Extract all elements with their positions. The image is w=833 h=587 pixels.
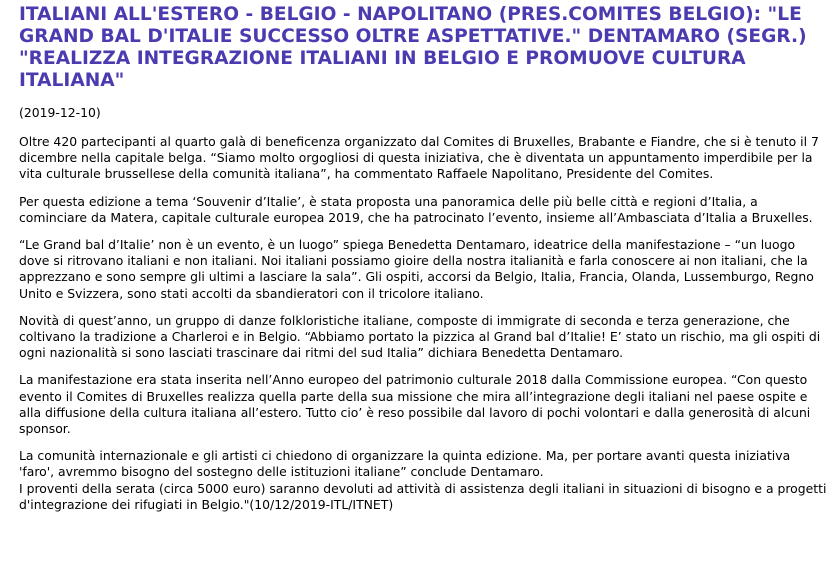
- article-date: (2019-12-10): [19, 105, 101, 120]
- article-paragraph: I proventi della serata (circa 5000 euro) saranno devoluti ad attività di assistenza degli italiani in situazioni di bisogno e a progetti d'integrazione dei rifugiati in Belgio."(10/12/2019-ITL/ITNET): [19, 480, 827, 512]
- article-paragraph: Per questa edizione a tema ‘Souvenir d’Italie’, è stata proposta una panoramica delle più belle città e regioni d’Italia, a cominciare da Matera, capitale culturale europea 2019, che ha patrocinato l’evento, insieme all’Ambasciata d’Italia a Bruxelles.: [19, 193, 813, 225]
- article-paragraph: La comunità internazionale e gli artisti ci chiedono di organizzare la quinta edizione. Ma, per portare avanti questa iniziativa 'faro', avremmo bisogno del sostegno delle istituzioni italiane” conclude Dentamaro.: [19, 448, 791, 480]
- article-paragraph: “Le Grand bal d’Italie’ non è un evento, è un luogo” spiega Benedetta Dentamaro, ideatrice della manifestazione – “un luogo dove si ritrovano italiani e non italiani. Noi italiani possiamo gioire della nostra italianità e farla conoscere ai non italiani, che la apprezzano e sono sempre gli ultimi a lasciare la sala”. Gli ospiti, accorsi da Belgio, Italia, Francia, Olanda, Lussemburgo, Regno Unito e Svizzera, sono stati accolti da sbandieratori con il tricolore italiano.: [19, 237, 814, 301]
- article-paragraph: Novità di quest’anno, un gruppo di danze folkloristiche italiane, composte di immigrate di seconda e terza generazione, che coltivano la tradizione a Charleroi e in Belgio. “Abbiamo portato la pizzica al Grand bal d’Italie! E’ stato un rischio, ma gli ospiti di ogni nazionalità si sono lasciati trascinare dai ritmi del sud Italia” dichiara Benedetta Dentamaro.: [19, 312, 821, 361]
- article-paragraph: Oltre 420 partecipanti al quarto galà di beneficenza organizzato dal Comites di Bruxelles, Brabante e Fiandre, che si è tenuto il 7 dicembre nella capitale belga. “Siamo molto orgogliosi di questa iniziativa, che è diventata un appuntamento imperdibile per la vita culturale brussellese della comunità italiana”, ha commentato Raffaele Napolitano, Presidente del Comites.: [19, 134, 819, 182]
- news-article: [19, 4, 829, 513]
- article-headline: ITALIANI ALL'ESTERO - BELGIO - NAPOLITANO (PRES.COMITES BELGIO): "LE GRAND BAL D'ITALIE SUCCESSO OLTRE ASPETTATIVE." DENTAMARO (SEGR.) "REALIZZA INTEGRAZIONE ITALIANI IN BELGIO E PROMUOVE CULTURA ITALIANA": [19, 4, 807, 91]
- article-paragraph: La manifestazione era stata inserita nell’Anno europeo del patrimonio culturale 2018 dalla Commissione europea. “Con questo evento il Comites di Bruxelles realizza quella parte della sua missione che mira all’integrazione degli italiani nel paese ospite e alla diffusione della cultura italiana all’estero. Tutto cio’ è reso possibile dal lavoro di pochi volontari e dalla generosità di alcuni sponsor.: [19, 372, 811, 437]
